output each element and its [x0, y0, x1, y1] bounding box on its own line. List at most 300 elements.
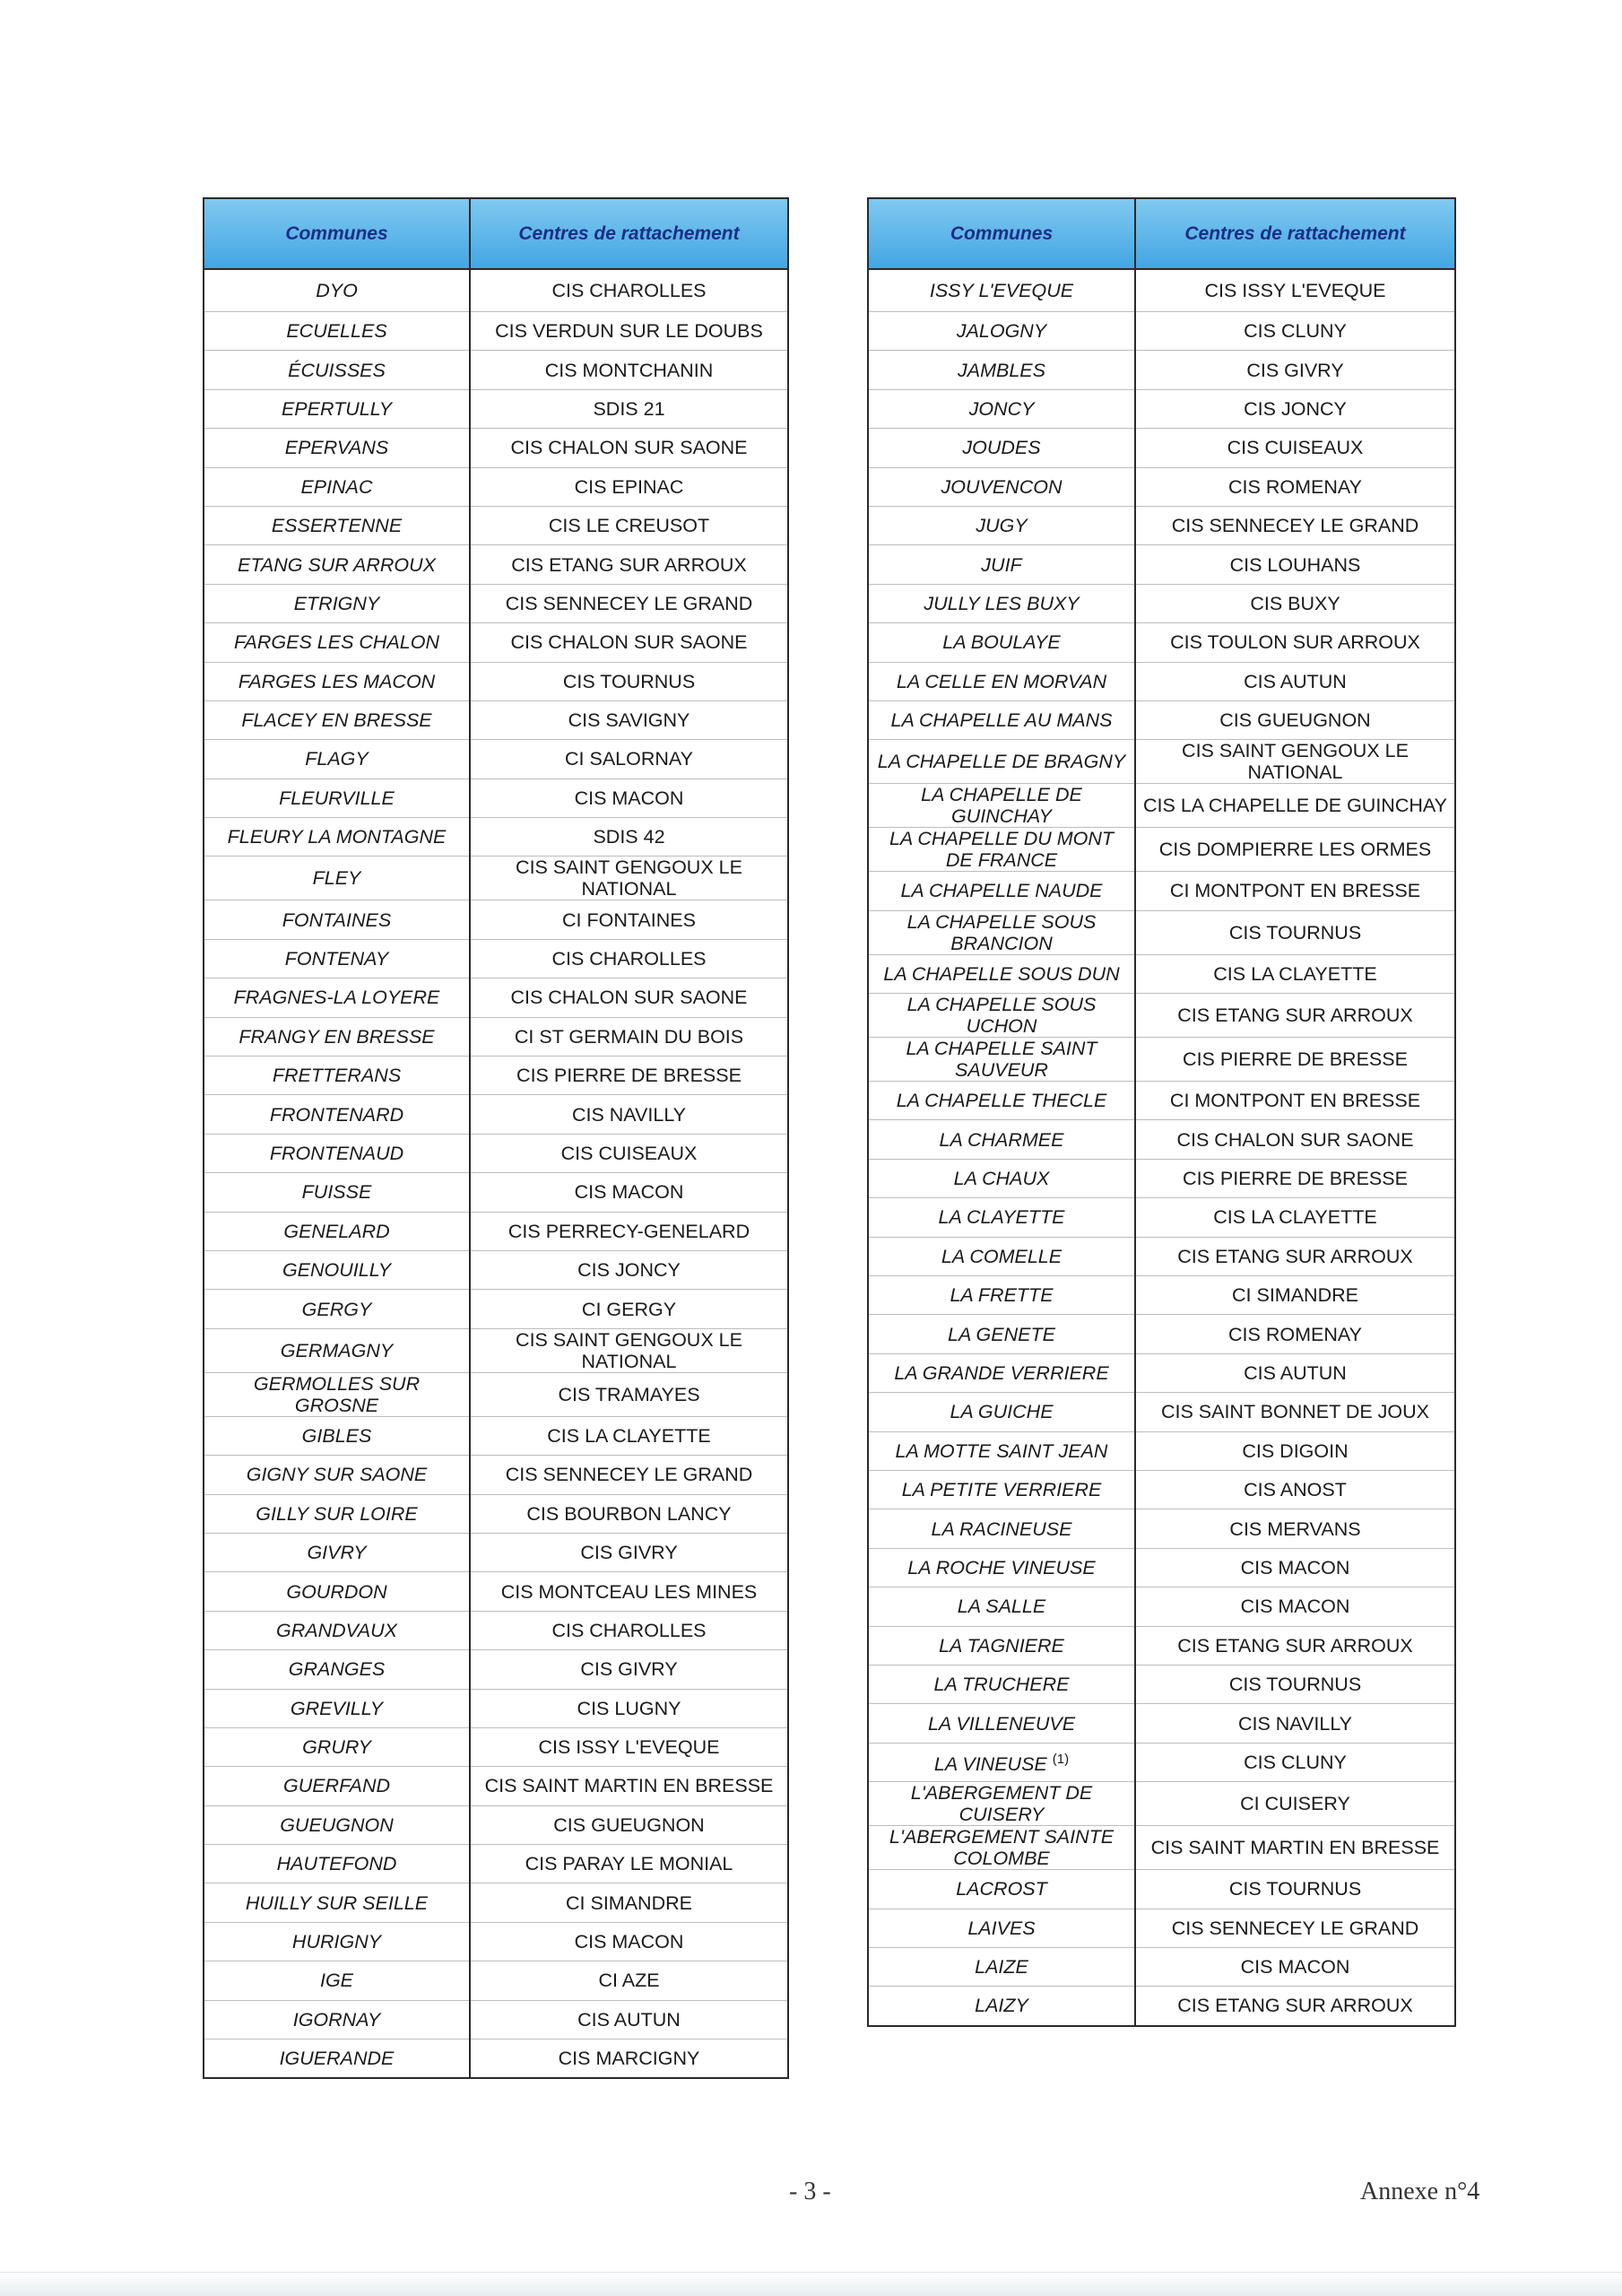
- commune-cell: [868, 740, 1135, 784]
- table-row: [204, 740, 788, 778]
- commune-cell: [868, 1159, 1135, 1197]
- commune-cell: [204, 269, 470, 312]
- table-row: [868, 1587, 1455, 1626]
- centre-cell: CI SIMANDRE: [1135, 1276, 1455, 1315]
- table-row: [868, 910, 1455, 954]
- table-row: [204, 818, 788, 857]
- commune-cell: [204, 939, 470, 978]
- commune-cell: [868, 429, 1135, 467]
- commune-name: FRAGNES-LA LOYERE: [233, 987, 440, 1009]
- centre-cell: CIS SENNECEY LE GRAND: [470, 584, 788, 622]
- commune-cell: [204, 1134, 470, 1172]
- table-row: [204, 1922, 788, 1961]
- commune-name: LA CHAUX: [953, 1168, 1050, 1190]
- commune-name: LA GRANDE VERRIERE: [894, 1362, 1109, 1384]
- commune-cell: [204, 1961, 470, 2000]
- centre-cell: CIS SENNECEY LE GRAND: [1135, 1909, 1455, 1947]
- table-row: [868, 700, 1455, 739]
- commune-name: IGORNAY: [292, 2008, 381, 2031]
- commune-name: LA CHAPELLE SOUS BRANCION: [906, 910, 1097, 954]
- centre-cell: CIS SAINT BONNET DE JOUX: [1135, 1393, 1455, 1431]
- commune-cell: [204, 1805, 470, 1844]
- centre-cell: CI MONTPONT EN BRESSE: [1135, 1082, 1455, 1120]
- commune-name: IGE: [319, 1970, 354, 1992]
- centre-cell: CIS ISSY L'EVEQUE: [470, 1727, 788, 1766]
- centre-cell: CIS PERRECY-GENELARD: [470, 1212, 788, 1250]
- centre-cell: CIS CUISEAUX: [470, 1134, 788, 1172]
- commune-cell: [868, 1393, 1135, 1431]
- centre-cell: CIS PIERRE DE BRESSE: [1135, 1159, 1455, 1197]
- centre-cell: CI ST GERMAIN DU BOIS: [470, 1017, 788, 1056]
- centre-cell: CIS CLUNY: [1135, 312, 1455, 351]
- commune-name: LAIVES: [967, 1917, 1036, 1939]
- commune-name: FRONTENARD: [269, 1103, 404, 1126]
- table-row: [204, 1212, 788, 1250]
- centre-cell: CIS MACON: [470, 1922, 788, 1961]
- commune-name: GUERFAND: [282, 1775, 391, 1797]
- table-row: [204, 584, 788, 622]
- table-row: [868, 1665, 1455, 1703]
- table-row: [204, 2039, 788, 2079]
- centre-cell: CIS CHAROLLES: [470, 1611, 788, 1649]
- commune-cell: [204, 778, 470, 817]
- commune-name: GRANDVAUX: [275, 1619, 397, 1641]
- commune-cell: [868, 1870, 1135, 1909]
- centre-cell: CIS ISSY L'EVEQUE: [1135, 269, 1455, 312]
- table-row: [868, 784, 1455, 828]
- commune-name: JALOGNY: [956, 320, 1047, 343]
- commune-cell: [868, 1470, 1135, 1509]
- commune-cell: [204, 700, 470, 739]
- commune-cell: [204, 1095, 470, 1134]
- commune-cell: [204, 1416, 470, 1455]
- commune-name: HAUTEFOND: [276, 1853, 397, 1875]
- table-row: [204, 1572, 788, 1611]
- header-centres: Centres de rattachement: [1135, 198, 1455, 269]
- commune-cell: [868, 1315, 1135, 1353]
- centre-cell: CIS SAINT MARTIN EN BRESSE: [470, 1767, 788, 1805]
- centre-cell: CIS ETANG SUR ARROUX: [1135, 1626, 1455, 1665]
- centre-cell: CIS GUEUGNON: [1135, 700, 1455, 739]
- commune-cell: [868, 584, 1135, 622]
- footnote-marker: (1): [1052, 1752, 1070, 1768]
- table-row: [868, 1315, 1455, 1353]
- centre-cell: CIS SAINT GENGOUX LE NATIONAL: [1135, 740, 1455, 784]
- table-row: [204, 1095, 788, 1134]
- commune-cell: [868, 1431, 1135, 1470]
- table-row: [204, 1372, 788, 1416]
- commune-cell: [204, 1328, 470, 1372]
- table-row: [204, 1961, 788, 2000]
- commune-cell: [204, 1572, 470, 1611]
- commune-name: GERMOLLES SUR GROSNE: [253, 1372, 421, 1416]
- commune-name: FONTAINES: [282, 909, 392, 931]
- table-row: [868, 623, 1455, 662]
- commune-name: GIBLES: [301, 1424, 372, 1447]
- commune-cell: [204, 1922, 470, 1961]
- commune-cell: [868, 954, 1135, 993]
- commune-name: EPERVANS: [284, 437, 389, 459]
- table-row: [204, 1328, 788, 1372]
- commune-name: LA CHAPELLE NAUDE: [900, 880, 1103, 902]
- centre-cell: CIS MACON: [470, 778, 788, 817]
- table-row: [868, 1393, 1455, 1431]
- commune-cell: [868, 1237, 1135, 1275]
- commune-name: LA BOULAYE: [942, 631, 1061, 654]
- commune-cell: [868, 1276, 1135, 1315]
- table-row: [204, 1494, 788, 1533]
- table-row: [204, 1416, 788, 1455]
- commune-name: L'ABERGEMENT SAINTE COLOMBE: [889, 1826, 1115, 1870]
- commune-cell: [204, 312, 470, 351]
- centre-cell: CIS TOURNUS: [1135, 1665, 1455, 1703]
- centre-cell: CIS TOURNUS: [1135, 910, 1455, 954]
- commune-cell: [204, 1173, 470, 1212]
- table-row: [868, 351, 1455, 389]
- commune-name: FARGES LES CHALON: [234, 631, 439, 654]
- page-bottom-edge: [0, 2272, 1622, 2296]
- centre-cell: CIS SENNECEY LE GRAND: [470, 1456, 788, 1494]
- table-row: [204, 1805, 788, 1844]
- commune-cell: [204, 1290, 470, 1328]
- centre-cell: CIS PARAY LE MONIAL: [470, 1845, 788, 1883]
- centre-cell: CIS MONTCHANIN: [470, 351, 788, 389]
- table-row: [204, 978, 788, 1017]
- commune-cell: [868, 506, 1135, 544]
- table-row: [204, 1456, 788, 1494]
- commune-cell: [204, 1250, 470, 1289]
- commune-cell: [204, 2039, 470, 2079]
- commune-name: IGUERANDE: [279, 2048, 395, 2070]
- table-row: [868, 389, 1455, 428]
- commune-cell: [204, 1611, 470, 1649]
- centre-cell: CIS NAVILLY: [1135, 1704, 1455, 1743]
- commune-cell: [868, 784, 1135, 828]
- table-row: [868, 1198, 1455, 1237]
- commune-cell: [204, 2000, 470, 2039]
- table-row: [204, 1134, 788, 1172]
- table-row: [868, 1120, 1455, 1159]
- commune-name: FLEURY LA MONTAGNE: [227, 826, 447, 848]
- centre-cell: CIS VERDUN SUR LE DOUBS: [470, 312, 788, 351]
- table-row: [868, 1826, 1455, 1870]
- commune-name: LA ROCHE VINEUSE: [907, 1556, 1096, 1578]
- commune-name: GERGY: [301, 1298, 372, 1320]
- commune-cell: [868, 1826, 1135, 1870]
- centre-cell: CIS SENNECEY LE GRAND: [1135, 506, 1455, 544]
- centre-cell: CIS LOUHANS: [1135, 545, 1455, 584]
- commune-name: ETRIGNY: [293, 592, 380, 614]
- table-row: [204, 1689, 788, 1727]
- table-row: [868, 1470, 1455, 1509]
- table-row: [204, 269, 788, 312]
- commune-cell: [868, 1082, 1135, 1120]
- commune-name: LACROST: [956, 1878, 1047, 1900]
- commune-name: GENELARD: [283, 1220, 390, 1242]
- table-row: [868, 1038, 1455, 1082]
- commune-cell: [204, 662, 470, 700]
- centre-cell: CIS MACON: [1135, 1548, 1455, 1587]
- table-row: [868, 1509, 1455, 1548]
- centre-cell: CIS BOURBON LANCY: [470, 1494, 788, 1533]
- table-row: [204, 506, 788, 544]
- table-row: [868, 1870, 1455, 1909]
- table-row: [204, 1845, 788, 1883]
- table-row: [204, 429, 788, 467]
- commune-name: FLACEY EN BRESSE: [241, 709, 432, 732]
- table-row: [868, 1353, 1455, 1392]
- commune-cell: [868, 872, 1135, 910]
- centre-cell: CIS CLUNY: [1135, 1743, 1455, 1781]
- table-row: [868, 662, 1455, 700]
- table-row: [204, 2000, 788, 2039]
- commune-name: JONCY: [968, 397, 1035, 420]
- commune-cell: [204, 1494, 470, 1533]
- commune-cell: [868, 467, 1135, 506]
- centre-cell: CIS MACON: [470, 1173, 788, 1212]
- commune-name: LA PETITE VERRIERE: [901, 1479, 1102, 1501]
- centre-cell: CIS DIGOIN: [1135, 1431, 1455, 1470]
- table-row: [868, 584, 1455, 622]
- commune-name: LAIZE: [975, 1956, 1028, 1979]
- centre-cell: CIS JONCY: [470, 1250, 788, 1289]
- commune-name: ISSY L'EVEQUE: [929, 280, 1074, 301]
- commune-cell: [204, 545, 470, 584]
- centre-cell: CI MONTPONT EN BRESSE: [1135, 872, 1455, 910]
- centre-cell: CIS LA CHAPELLE DE GUINCHAY: [1135, 784, 1455, 828]
- page-number: - 3 -: [789, 2178, 831, 2205]
- table-row: [868, 1082, 1455, 1120]
- centre-cell: CIS AUTUN: [470, 2000, 788, 2039]
- commune-name: GERMAGNY: [280, 1339, 394, 1361]
- centre-cell: CIS LA CLAYETTE: [470, 1416, 788, 1455]
- table-row: [204, 545, 788, 584]
- commune-cell: [868, 351, 1135, 389]
- centre-cell: CIS GIVRY: [470, 1533, 788, 1571]
- right-commune-table: [867, 197, 1456, 2027]
- commune-name: HUILLY SUR SEILLE: [245, 1892, 429, 1914]
- commune-cell: [868, 1704, 1135, 1743]
- table-row: [868, 429, 1455, 467]
- commune-cell: [204, 1212, 470, 1250]
- table-row: [204, 1250, 788, 1289]
- table-row: [868, 740, 1455, 784]
- table-row: [868, 269, 1455, 312]
- commune-cell: [204, 506, 470, 544]
- commune-name: FRETTERANS: [272, 1065, 402, 1087]
- header-communes: Communes: [868, 198, 1135, 269]
- commune-name: LA FRETTE: [950, 1284, 1054, 1307]
- commune-name: LA CHAPELLE DE BRAGNY: [877, 751, 1126, 773]
- header-centres: Centres de rattachement: [470, 198, 788, 269]
- centre-cell: CI FONTAINES: [470, 900, 788, 939]
- table-row: [204, 467, 788, 506]
- commune-name: GENOUILLY: [282, 1259, 392, 1282]
- table-row: [868, 545, 1455, 584]
- table-row: [204, 312, 788, 351]
- commune-cell: [868, 1782, 1135, 1826]
- centre-cell: CIS CHAROLLES: [470, 269, 788, 312]
- centre-cell: CIS PIERRE DE BRESSE: [470, 1057, 788, 1095]
- table-row: [204, 939, 788, 978]
- commune-name: LA RACINEUSE: [931, 1518, 1072, 1540]
- commune-name: LA CHAPELLE THECLE: [896, 1090, 1107, 1112]
- commune-name: LA CELLE EN MORVAN: [896, 670, 1107, 692]
- commune-cell: [868, 623, 1135, 662]
- centre-cell: CIS LE CREUSOT: [470, 506, 788, 544]
- commune-name: FRANGY EN BRESSE: [239, 1025, 435, 1048]
- centre-cell: CIS CHALON SUR SAONE: [1135, 1120, 1455, 1159]
- centre-cell: CIS LA CLAYETTE: [1135, 1198, 1455, 1237]
- table-row: [204, 623, 788, 662]
- table-row: [868, 872, 1455, 910]
- table-row: [868, 1431, 1455, 1470]
- commune-name: EPINAC: [300, 475, 373, 498]
- commune-cell: [204, 584, 470, 622]
- commune-name: LA TRUCHERE: [933, 1674, 1070, 1696]
- commune-name: FLAGY: [305, 748, 369, 770]
- commune-name: LA CHAPELLE SOUS UCHON: [906, 994, 1097, 1038]
- centre-cell: CI SALORNAY: [470, 740, 788, 778]
- table-row: [204, 1611, 788, 1649]
- commune-name: LA MOTTE SAINT JEAN: [895, 1439, 1108, 1462]
- commune-name: LA CLAYETTE: [938, 1206, 1065, 1229]
- commune-name: JUGY: [976, 515, 1028, 537]
- commune-cell: [868, 910, 1135, 954]
- table-row: [204, 1533, 788, 1571]
- centre-cell: CIS TOULON SUR ARROUX: [1135, 623, 1455, 662]
- commune-name: LA CHAPELLE AU MANS: [890, 709, 1113, 732]
- table-row: [868, 1987, 1455, 2026]
- table-row: [204, 857, 788, 900]
- table-row: [204, 351, 788, 389]
- table-header-row: [868, 198, 1455, 269]
- centre-cell: CIS MACON: [1135, 1587, 1455, 1626]
- commune-cell: [868, 1587, 1135, 1626]
- commune-name: LA GUICHE: [950, 1401, 1054, 1423]
- commune-name: FONTENAY: [284, 948, 389, 970]
- commune-cell: [204, 1057, 470, 1095]
- commune-name: FARGES LES MACON: [238, 670, 436, 692]
- centre-cell: CI CUISERY: [1135, 1782, 1455, 1826]
- commune-cell: [868, 700, 1135, 739]
- commune-cell: [868, 1987, 1135, 2026]
- commune-cell: [868, 1198, 1135, 1237]
- table-row: [204, 1650, 788, 1689]
- commune-name: GRANGES: [288, 1658, 386, 1681]
- commune-cell: [204, 1767, 470, 1805]
- commune-cell: [868, 1743, 1135, 1781]
- commune-name: ETANG SUR ARROUX: [238, 553, 436, 576]
- centre-cell: CIS CUISEAUX: [1135, 429, 1455, 467]
- centre-cell: CIS ROMENAY: [1135, 1315, 1455, 1353]
- commune-cell: [868, 1909, 1135, 1947]
- commune-cell: [204, 857, 470, 900]
- commune-cell: [868, 828, 1135, 872]
- commune-name: JAMBLES: [958, 359, 1045, 381]
- centre-cell: CIS PIERRE DE BRESSE: [1135, 1038, 1455, 1082]
- commune-name: GIVRY: [307, 1542, 367, 1564]
- table-row: [868, 994, 1455, 1038]
- centre-cell: CIS NAVILLY: [470, 1095, 788, 1134]
- header-communes: Communes: [204, 198, 470, 269]
- commune-cell: [868, 1509, 1135, 1548]
- table-row: [204, 1017, 788, 1056]
- commune-name: GRURY: [302, 1736, 371, 1759]
- table-row: [868, 312, 1455, 351]
- centre-cell: CIS JONCY: [1135, 389, 1455, 428]
- table-row: [868, 1909, 1455, 1947]
- centre-cell: CIS DOMPIERRE LES ORMES: [1135, 828, 1455, 872]
- table-row: [868, 1704, 1455, 1743]
- commune-name: JOUDES: [962, 437, 1041, 459]
- table-row: [204, 662, 788, 700]
- commune-cell: [868, 1120, 1135, 1159]
- centre-cell: CIS ETANG SUR ARROUX: [1135, 994, 1455, 1038]
- table-row: [868, 954, 1455, 993]
- commune-cell: [204, 389, 470, 428]
- centre-cell: CIS MERVANS: [1135, 1509, 1455, 1548]
- commune-name: LA CHARMEE: [939, 1128, 1064, 1151]
- table-row: [868, 1548, 1455, 1587]
- table-row: [204, 778, 788, 817]
- commune-cell: [204, 429, 470, 467]
- commune-cell: [204, 740, 470, 778]
- centre-cell: CIS TRAMAYES: [470, 1372, 788, 1416]
- commune-name: DYO: [316, 280, 358, 301]
- annex-label: Annexe n°4: [1360, 2178, 1480, 2205]
- commune-name: LA TAGNIERE: [939, 1634, 1064, 1657]
- centre-cell: SDIS 21: [470, 389, 788, 428]
- centre-cell: CI SIMANDRE: [470, 1883, 788, 1922]
- commune-name: HURIGNY: [291, 1931, 382, 1953]
- centre-cell: CIS MACON: [1135, 1947, 1455, 1986]
- table-row: [204, 900, 788, 939]
- commune-name: L'ABERGEMENT DE CUISERY: [910, 1782, 1093, 1826]
- commune-cell: [868, 269, 1135, 312]
- centre-cell: CIS ETANG SUR ARROUX: [1135, 1987, 1455, 2026]
- commune-name: LA CHAPELLE SOUS DUN: [883, 962, 1120, 985]
- commune-cell: [204, 467, 470, 506]
- commune-name: FLEURVILLE: [279, 787, 395, 809]
- commune-cell: [204, 1845, 470, 1883]
- table-row: [204, 1767, 788, 1805]
- commune-name: LA VILLENEUVE: [927, 1712, 1076, 1735]
- centre-cell: CIS GIVRY: [1135, 351, 1455, 389]
- centre-cell: CIS ETANG SUR ARROUX: [470, 545, 788, 584]
- centre-cell: CIS GUEUGNON: [470, 1805, 788, 1844]
- centre-cell: CIS LA CLAYETTE: [1135, 954, 1455, 993]
- commune-cell: [204, 978, 470, 1017]
- commune-cell: [204, 623, 470, 662]
- centre-cell: CIS CHALON SUR SAONE: [470, 623, 788, 662]
- commune-name: ESSERTENNE: [271, 515, 403, 537]
- table-row: [868, 828, 1455, 872]
- centre-cell: CIS SAVIGNY: [470, 700, 788, 739]
- commune-cell: [204, 1372, 470, 1416]
- commune-name: LA COMELLE: [941, 1245, 1063, 1267]
- commune-name: FUISSE: [301, 1181, 372, 1204]
- commune-cell: [868, 994, 1135, 1038]
- table-row: [868, 467, 1455, 506]
- commune-cell: [204, 1650, 470, 1689]
- centre-cell: CIS BUXY: [1135, 584, 1455, 622]
- centre-cell: CIS LUGNY: [470, 1689, 788, 1727]
- centre-cell: CIS SAINT GENGOUX LE NATIONAL: [470, 1328, 788, 1372]
- table-row: [868, 1159, 1455, 1197]
- commune-name: LA CHAPELLE DE GUINCHAY: [921, 784, 1082, 828]
- centre-cell: CIS AUTUN: [1135, 1353, 1455, 1392]
